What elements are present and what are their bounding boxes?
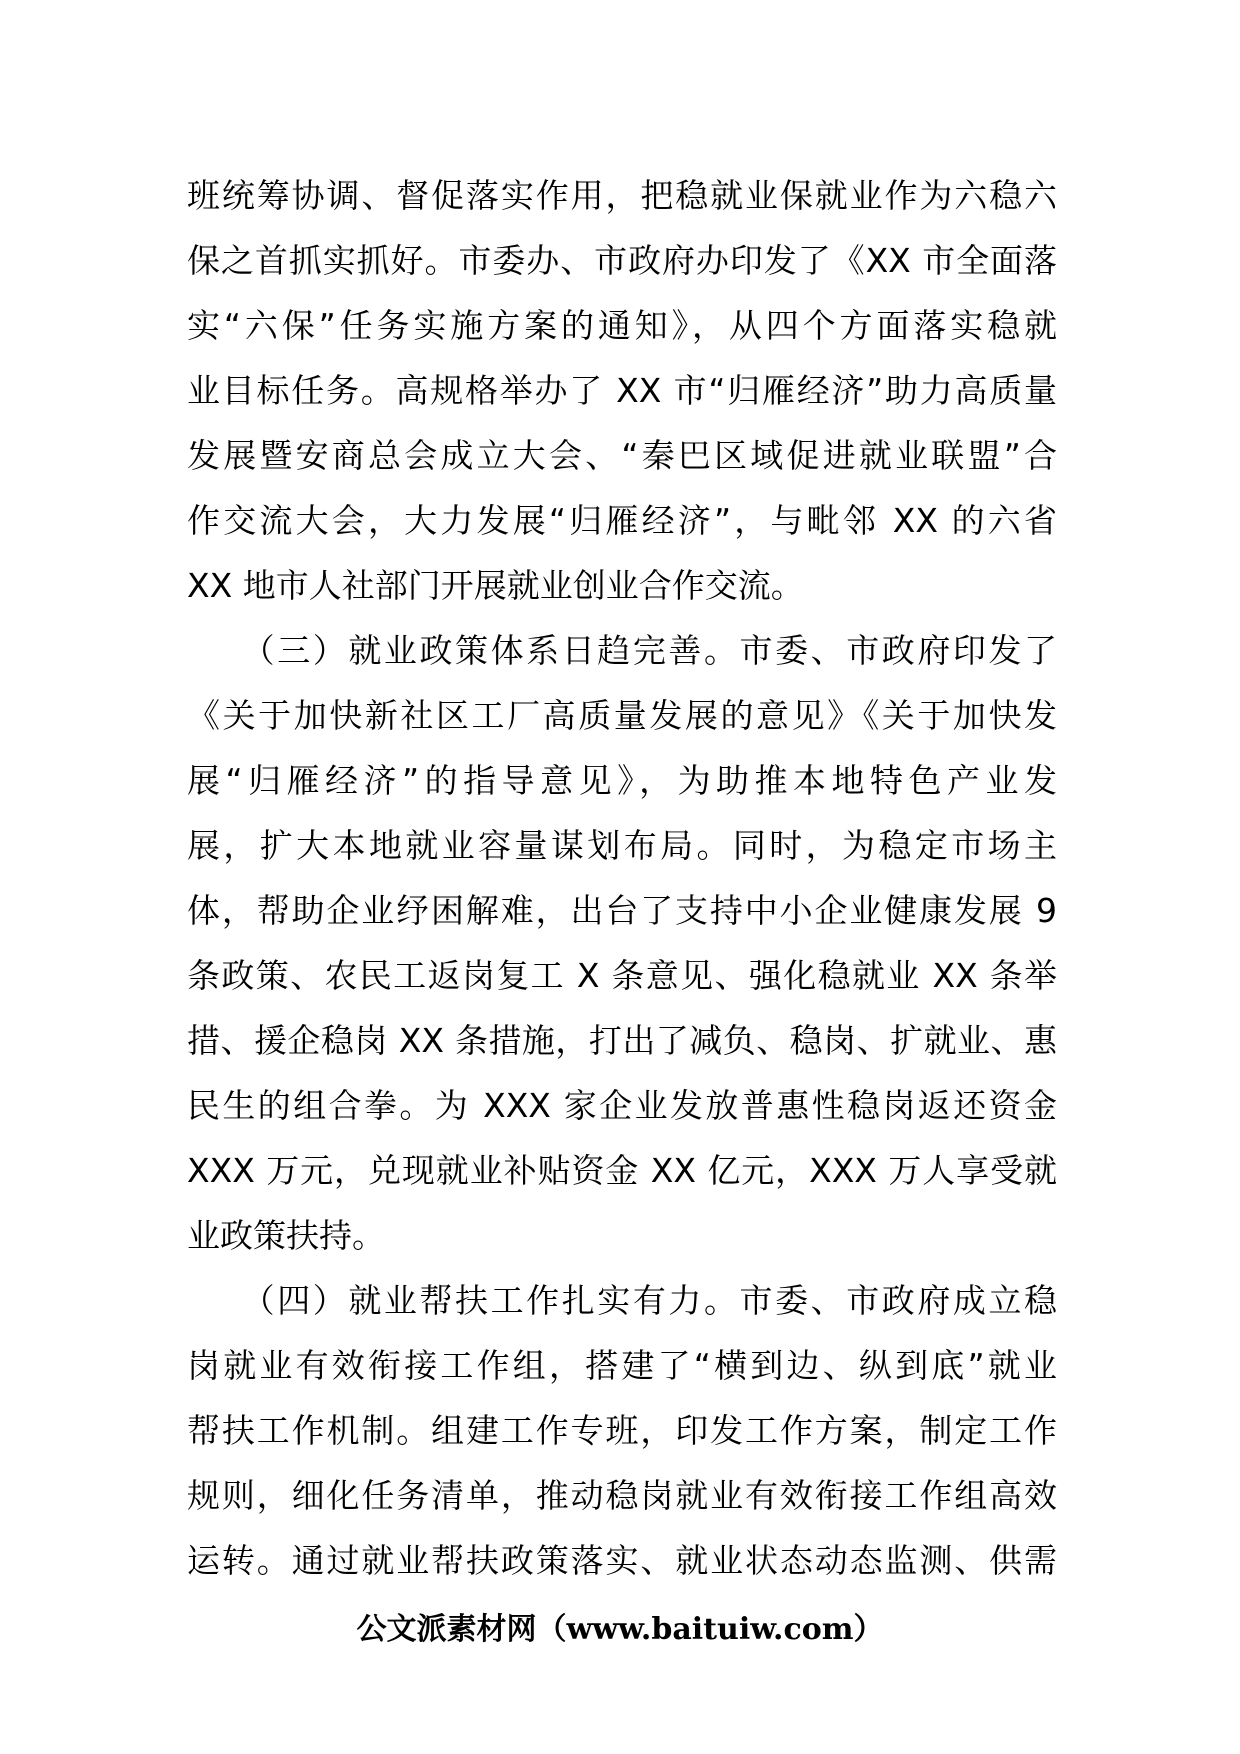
text-line: 体，帮助企业纾困解难，出台了支持中小企业健康发展 9 [187, 891, 1057, 930]
text-line: 《关于加快新社区工厂高质量发展的意见》《关于加快发 [187, 696, 1057, 735]
section-heading-line: （四）就业帮扶工作扎实有力。市委、市政府成立稳 [187, 1281, 1057, 1320]
document-body [187, 163, 1057, 1593]
paragraph-end-line: XX 地市人社部门开展就业创业合作交流。 [187, 566, 804, 605]
paragraph-end-line: 业政策扶持。 [187, 1216, 385, 1255]
text-line: 业目标任务。高规格举办了 XX 市“归雁经济”助力高质量 [187, 371, 1057, 410]
text-line: 条政策、农民工返岗复工 X 条意见、强化稳就业 XX 条举 [187, 956, 1057, 995]
text-line: 保之首抓实抓好。市委办、市政府办印发了《XX 市全面落 [187, 241, 1057, 280]
text-line: 规则，细化任务清单，推动稳岗就业有效衔接工作组高效 [187, 1476, 1057, 1515]
text-line: 班统筹协调、督促落实作用，把稳就业保就业作为六稳六 [187, 176, 1057, 215]
text-line: 实“六保”任务实施方案的通知》，从四个方面落实稳就 [187, 306, 1057, 345]
text-line: 展，扩大本地就业容量谋划布局。同时，为稳定市场主 [187, 826, 1057, 865]
text-line: 岗就业有效衔接工作组，搭建了“横到边、纵到底”就业 [187, 1346, 1057, 1385]
text-line: 作交流大会，大力发展“归雁经济”，与毗邻 XX 的六省 [187, 501, 1057, 540]
text-line: 展“归雁经济”的指导意见》，为助推本地特色产业发 [187, 761, 1057, 800]
text-line: 发展暨安商总会成立大会、“秦巴区域促进就业联盟”合 [187, 436, 1057, 475]
text-line: 措、援企稳岗 XX 条措施，打出了减负、稳岗、扩就业、惠 [187, 1021, 1057, 1060]
section-heading-line: （三）就业政策体系日趋完善。市委、市政府印发了 [187, 631, 1057, 670]
text-line: XXX 万元，兑现就业补贴资金 XX 亿元，XXX 万人享受就 [187, 1151, 1057, 1190]
footer-watermark: 公文派素材网（www.baituiw.com） [356, 1612, 884, 1647]
text-line: 帮扶工作机制。组建工作专班，印发工作方案，制定工作 [187, 1411, 1057, 1450]
text-line: 民生的组合拳。为 XXX 家企业发放普惠性稳岗返还资金 [187, 1086, 1057, 1125]
text-line: 运转。通过就业帮扶政策落实、就业状态动态监测、供需 [187, 1541, 1057, 1580]
